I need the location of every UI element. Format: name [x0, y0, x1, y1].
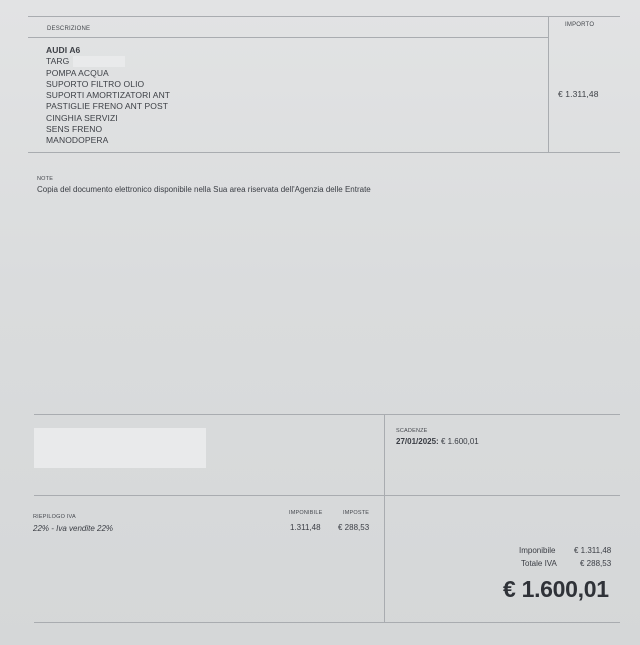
scadenze-date: 27/01/2025:	[396, 437, 439, 446]
notes-text: Copia del documento elettronico disponibile nella Sua area riservata dell'Agenzia delle Entrate	[37, 185, 371, 194]
plate-redaction	[73, 56, 125, 67]
totals-iva-label: Totale IVA	[521, 559, 557, 568]
list-item: SUPORTI AMORTIZATORI ANT	[46, 90, 171, 101]
scadenze-row	[396, 437, 479, 446]
list-item: SUPORTO FILTRO OLIO	[46, 78, 145, 89]
notes-label: NOTE	[37, 176, 54, 182]
table-column-divider	[548, 16, 549, 153]
scadenze-amount: € 1.600,01	[440, 437, 479, 446]
totals-imponibile-value: € 1.311,48	[574, 546, 612, 555]
table-top-border	[28, 16, 620, 17]
imposte-header: IMPOSTE	[343, 510, 370, 516]
list-item: POMPA ACQUA	[46, 67, 109, 78]
grand-total: € 1.600,01	[503, 576, 609, 602]
payment-info-redaction	[34, 428, 206, 468]
scadenze-label: SCADENZE	[396, 428, 428, 434]
totals-iva-value: € 288,53	[580, 559, 612, 568]
footer-column-divider	[384, 414, 385, 622]
footer-bottom-border	[34, 622, 620, 623]
item-amount: € 1.311,48	[558, 89, 599, 99]
importo-header: IMPORTO	[565, 22, 595, 28]
list-item: PASTIGLIE FRENO ANT POST	[46, 101, 169, 112]
descrizione-header: DESCRIZIONE	[47, 26, 91, 32]
list-item: MANODOPERA	[46, 135, 109, 146]
list-item: SENS FRENO	[46, 124, 103, 135]
list-item: TARG	[46, 56, 70, 67]
vehicle-title: AUDI A6	[46, 45, 81, 55]
table-bottom-border	[28, 152, 620, 153]
list-item: CINGHIA SERVIZI	[46, 112, 118, 123]
iva-imponibile-value: 1.311,48	[290, 523, 321, 532]
iva-imposte-value: € 288,53	[338, 523, 370, 532]
footer-top-border	[34, 414, 620, 415]
totals-imponibile-label: Imponibile	[519, 546, 556, 555]
table-header-divider	[28, 37, 548, 38]
riepilogo-iva-label: RIEPILOGO IVA	[33, 514, 76, 520]
iva-rate-desc: 22% - Iva vendite 22%	[33, 524, 114, 533]
imponibile-header: IMPONIBILE	[289, 510, 323, 516]
footer-mid-border	[34, 495, 620, 496]
